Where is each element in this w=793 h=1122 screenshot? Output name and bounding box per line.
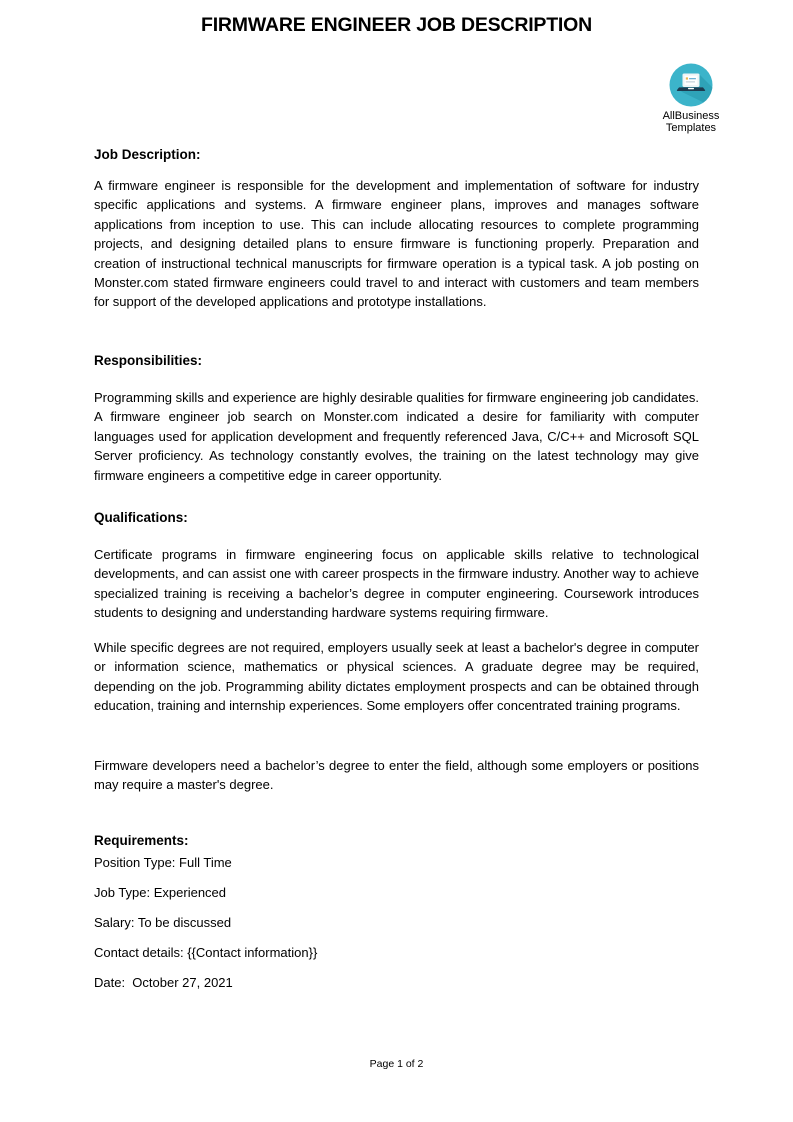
requirement-position-type: Position Type: Full Time: [94, 855, 232, 870]
section-heading-qualifications: Qualifications:: [94, 510, 188, 526]
requirement-salary: Salary: To be discussed: [94, 915, 232, 930]
logo-text-line2: Templates: [665, 122, 717, 134]
qualifications-paragraph-1: Certificate programs in firmware engineering focus on applicable skills relative to technological developments, and can assist one with career prospects in the firmware industry. Another way to achieve specialized training is receiving a bachelor’s degree in computer engineering. Coursework introduces students to designing and understanding hardware systems requiring firmware.: [94, 547, 699, 621]
qualifications-paragraph-3: Firmware developers need a bachelor’s degree to enter the field, although some employers or positions may require a master's degree.: [94, 758, 699, 793]
page-number: Page 1 of 2: [369, 1058, 424, 1070]
requirement-job-type: Job Type: Experienced: [94, 885, 227, 900]
section-heading-responsibilities: Responsibilities:: [94, 353, 203, 369]
logo-text-line1: AllBusiness: [662, 110, 720, 122]
job-description-paragraph: A firmware engineer is responsible for the development and implementation of software for industry specific applications and systems. A firmware engineer plans, improves and manages software applications from inception to use. This can include allocating resources to complete programming projects, and designing detailed plans to ensure firmware is functioning properly. Preparation and creation of instructional technical manuscripts for firmware operation is a typical task. A job posting on Monster.com stated firmware engineers could travel to and interact with customers and team members for support of the developed applications and prototype installations.: [94, 178, 699, 310]
page-title: FIRMWARE ENGINEER JOB DESCRIPTION: [200, 14, 593, 37]
responsibilities-paragraph: Programming skills and experience are highly desirable qualities for firmware engineering job candidates. A firmware engineer job search on Monster.com indicated a desire for familiarity with computer languages used for application development and frequently referenced Java, C/C++ and Microsoft SQL Server proficiency. As technology constantly evolves, the training on the latest technology may give firmware engineers a competitive edge in career opportunity.: [94, 390, 699, 483]
requirement-date: Date: October 27, 2021: [94, 975, 233, 990]
requirement-contact-details: Contact details: {{Contact information}}: [94, 945, 318, 960]
allbusiness-logo: [652, 63, 730, 134]
qualifications-paragraph-2: While specific degrees are not required, employers usually seek at least a bachelor's degree in computer or information science, mathematics or physical sciences. A graduate degree may be required, depending on the job. Programming ability dictates employment prospects and can be obtained through education, training and internship experiences. Some employers offer concentrated training programs.: [94, 640, 699, 714]
section-heading-requirements: Requirements:: [94, 833, 189, 849]
laptop-icon: [669, 63, 713, 107]
section-heading-job-description: Job Description:: [94, 147, 201, 163]
